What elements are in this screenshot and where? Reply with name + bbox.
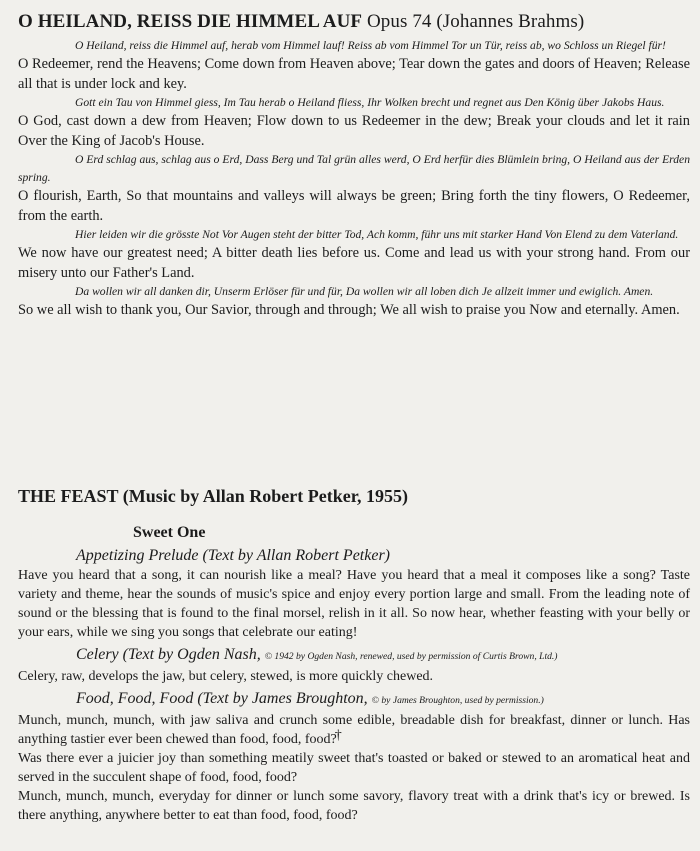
food-verse-2: Was there ever a juicier joy than something meatily sweet that's toasted or baked or stewed to an aromatical heat and served in the succulent shape of food, food, food?	[18, 751, 690, 785]
verse-german: Da wollen wir all danken dir, Unserm Erlöser für und für, Da wollen wir all loben dich Je allzeit immer und ewiglich. Amen.	[75, 285, 654, 298]
feast-title: THE FEAST	[18, 486, 119, 506]
food-verse-1	[18, 711, 690, 749]
verse-german: O Heiland, reiss die Himmel auf, herab vom Himmel lauf! Reiss ab vom Himmel Tor un Tür, reiss ab, wo Schloss un Riegel für!	[75, 39, 666, 52]
feast-credit: (Music by Allan Robert Petker, 1955)	[122, 486, 409, 506]
verse-german: Hier leiden wir die grösste Not Vor Augen steht der bitter Tod, Ach komm, führ uns mit starker Hand Von Elend zu dem Vaterland.	[75, 228, 679, 241]
verse-english: O Redeemer, rend the Heavens; Come down from Heaven above; Tear down the gates and doors of Heaven; Release all that is under lock and key.	[18, 56, 690, 92]
brahms-verses	[18, 37, 690, 321]
prelude-title: Appetizing Prelude (Text by Allan Robert Petker)	[76, 547, 390, 564]
section-title: Sweet One	[133, 524, 206, 541]
brahms-title: O HEILAND, REISS DIE HIMMEL AUF	[18, 11, 363, 32]
verse-english: So we all wish to thank you, Our Savior, through and through; We all wish to praise you Now and eternally. Amen.	[18, 302, 680, 318]
prelude-text: Have you heard that a song, it can nourish like a meal? Have you heard that a meal it composes like a song? Taste variety and theme, hear the sounds of music's spice and enjoy every portion large and small. From the leading note of sound or the blessing that is found to the final morsel, relish in it all. So now hear, whether feasting with your belly or your ears, while we sing you songs that celebrate our eating!	[18, 568, 690, 640]
verse-english: O flourish, Earth, So that mountains and valleys will always be green; Bring forth the tiny flowers, O Redeemer, from the earth.	[18, 188, 690, 224]
food-verse-1-text: Munch, munch, munch, with jaw saliva and crunch some edible, breadable dish for breakfast, dinner or lunch. Has anything tastier ever been chewed than food, food, food?	[18, 713, 690, 747]
verse-german: Gott ein Tau von Himmel giess, Im Tau herab o Heiland fliess, Ihr Wolken brecht und regnet aus Den König über Jakobs Haus.	[75, 96, 665, 109]
feast-section	[18, 485, 690, 825]
handwritten-mark: †	[334, 728, 342, 743]
verse-german: O Erd schlag aus, schlag aus o Erd, Dass Berg und Tal grün alles werd, O Erd herfür dies Blümlein bring, O Heiland aus der Erden spring.	[18, 153, 690, 184]
verse-english: We now have our greatest need; A bitter death lies before us. Come and lead us with your strong hand. From our misery unto our Father's Land.	[18, 245, 690, 281]
celery-credit: © 1942 by Ogden Nash, renewed, used by permission of Curtis Brown, Ltd.)	[264, 651, 558, 662]
food-title-text: Food, Food, Food (Text by James Broughton,	[76, 690, 368, 707]
celery-text: Celery, raw, develops the jaw, but celery, stewed, is more quickly chewed.	[18, 669, 434, 684]
celery-title-text: Celery (Text by Ogden Nash,	[76, 646, 261, 663]
brahms-section	[18, 11, 690, 321]
food-verse-3: Munch, munch, munch, everyday for dinner or lunch some savory, flavory treat with a drink that's icy or brewed. Is there anything, anywhere better to eat than food, food, food?	[18, 789, 690, 823]
feast-heading	[18, 485, 690, 507]
celery-title	[18, 644, 690, 667]
food-credit: © by James Broughton, used by permission.)	[371, 695, 544, 706]
food-title	[18, 688, 690, 711]
verse-english: O God, cast down a dew from Heaven; Flow down to us Redeemer in the dew; Break your clouds and let it rain Over the King of Jacob's House.	[18, 113, 690, 149]
brahms-opus: Opus 74 (Johannes Brahms)	[366, 11, 585, 32]
brahms-heading	[18, 11, 690, 33]
